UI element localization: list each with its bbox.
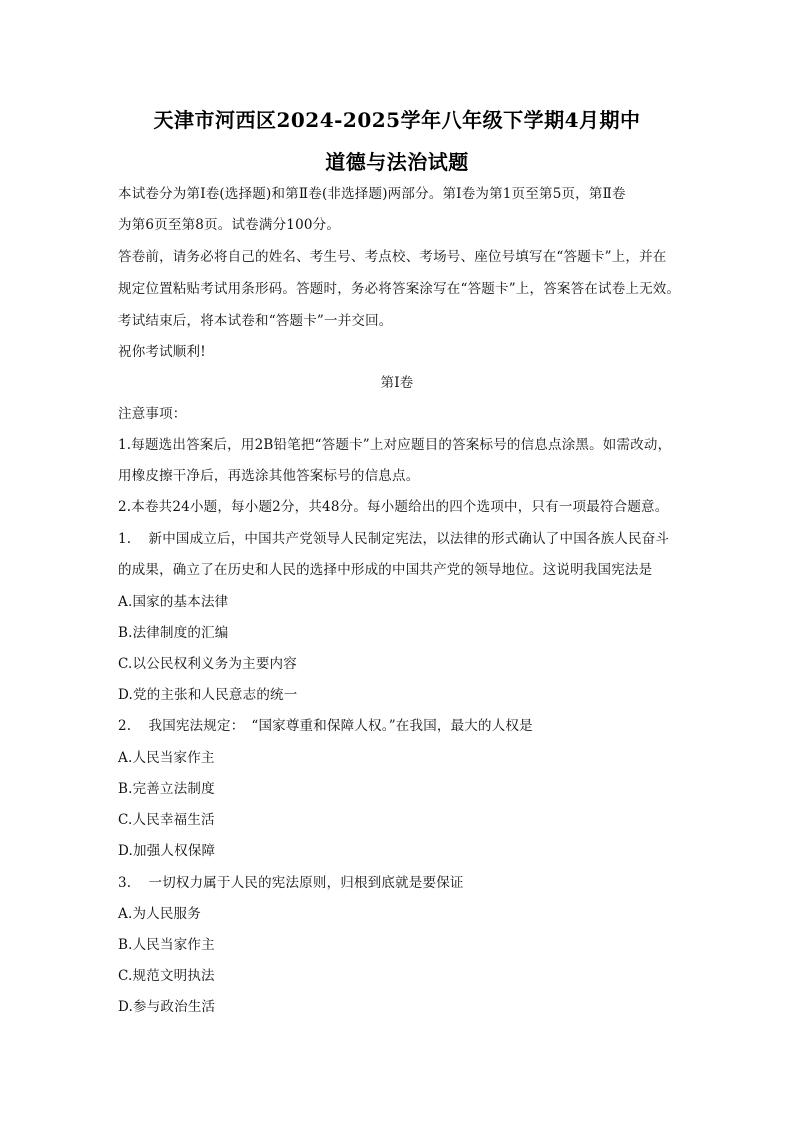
intro-paragraph-1-line-1: 本试卷分为第Ⅰ卷(选择题)和第Ⅱ卷(非选择题)两部分。第Ⅰ卷为第1页至第5页，第Ⅱ卷 bbox=[118, 186, 626, 202]
question-stem-text: 新中国成立后，中国共产党领导人民制定宪法，以法律的形式确认了中国各族人民奋斗 bbox=[148, 531, 670, 547]
question-number: 2. bbox=[118, 718, 132, 734]
question-number: 3. bbox=[118, 875, 132, 891]
question-1-option-b: B.法律制度的汇编 bbox=[118, 625, 229, 641]
intro-paragraph-4: 祝你考试顺利! bbox=[118, 344, 206, 360]
question-2-stem bbox=[118, 717, 688, 735]
intro-paragraph-1-line-2: 为第6页至第8页。试卷满分100分。 bbox=[118, 217, 341, 233]
question-3-option-d: D.参与政治生活 bbox=[118, 999, 216, 1015]
question-2-option-c: C.人民幸福生活 bbox=[118, 812, 215, 828]
notice-item-2: 2.本卷共24小题，每小题2分，共48分。每小题给出的四个选项中，只有一项最符合题意。 bbox=[118, 499, 669, 515]
question-1-option-d: D.党的主张和人民意志的统一 bbox=[118, 687, 298, 703]
intro-paragraph-3: 考试结束后，将本试卷和“答题卡”一并交回。 bbox=[118, 313, 393, 329]
intro-paragraph-2-line-1: 答卷前，请务必将自己的姓名、考生号、考点校、考场号、座位号填写在“答题卡”上，并在 bbox=[118, 249, 667, 265]
exam-title: 天津市河西区2024-2025学年八年级下学期4月期中 bbox=[153, 108, 641, 132]
question-2-option-d: D.加强人权保障 bbox=[118, 843, 216, 859]
question-2-option-a: A.人民当家作主 bbox=[118, 750, 215, 766]
question-stem-text: 一切权力属于人民的宪法原则，归根到底就是要保证 bbox=[148, 875, 464, 891]
section-heading: 第Ⅰ卷 bbox=[380, 375, 414, 391]
notice-item-1-line-2: 用橡皮擦干净后，再选涂其他答案标号的信息点。 bbox=[118, 468, 420, 484]
notice-label: 注意事项： bbox=[118, 406, 187, 422]
notice-item-1-line-1: 1.每题选出答案后，用2B铅笔把“答题卡”上对应题目的答案标号的信息点涂黑。如需改动， bbox=[118, 437, 672, 453]
question-1-option-a: A.国家的基本法律 bbox=[118, 594, 229, 610]
question-number: 1. bbox=[118, 531, 132, 547]
question-stem-text: 我国宪法规定： “国家尊重和保障人权。”在我国，最大的人权是 bbox=[148, 718, 533, 734]
question-3-option-b: B.人民当家作主 bbox=[118, 937, 215, 953]
question-3-option-a: A.为人民服务 bbox=[118, 906, 201, 922]
question-2-option-b: B.完善立法制度 bbox=[118, 781, 215, 797]
question-1-stem-line-2: 的成果，确立了在历史和人民的选择中形成的中国共产党的领导地位。这说明我国宪法是 bbox=[118, 562, 653, 578]
exam-subject-title: 道德与法治试题 bbox=[325, 150, 469, 174]
question-3-stem bbox=[118, 874, 688, 892]
question-1-option-c: C.以公民权利义务为主要内容 bbox=[118, 656, 297, 672]
question-3-option-c: C.规范文明执法 bbox=[118, 968, 215, 984]
intro-paragraph-2-line-2: 规定位置粘贴考试用条形码。答题时，务必将答案涂写在“答题卡”上，答案答在试卷上无效。 bbox=[118, 281, 681, 297]
question-1-stem bbox=[118, 530, 688, 548]
